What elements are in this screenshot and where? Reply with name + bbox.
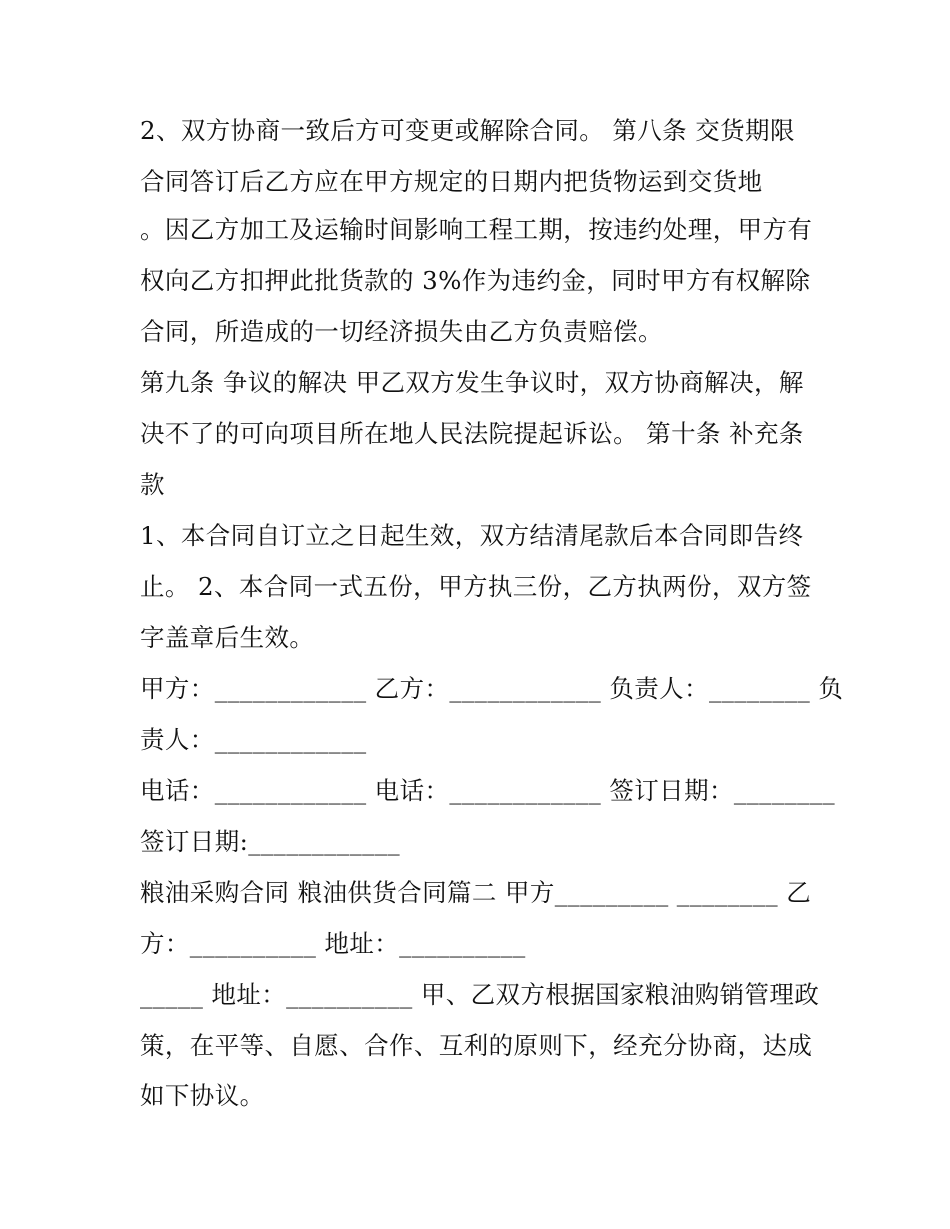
text-line: 2、双方协商一致后方可变更或解除合同。 第八条 交货期限 [140, 116, 795, 145]
signature-fields-line: 电话：____________ 电话：____________ 签订日期：________ [140, 776, 836, 805]
text-line: 方：__________ 地址：__________ [140, 929, 526, 958]
signature-fields-line: 甲方：____________ 乙方：____________ 负责人：________ 负 [140, 674, 844, 703]
text-line: 决不了的可向项目所在地人民法院提起诉讼。 第十条 补充条 [140, 419, 804, 448]
text-line: 策，在平等、自愿、合作、互利的原则下，经充分协商，达成 [140, 1031, 813, 1060]
signature-fields-line: 签订日期:____________ [140, 827, 401, 856]
text-line: _____ 地址：__________ 甲、乙双方根据国家粮油购销管理政 [140, 980, 820, 1009]
text-line: 粮油采购合同 粮油供货合同篇二 甲方_________ ________ 乙 [140, 878, 812, 907]
text-line: 字盖章后生效。 [140, 623, 315, 652]
text-line: 如下协议。 [140, 1081, 265, 1110]
text-line: 权向乙方扣押此批货款的 3%作为违约金，同时甲方有权解除 [140, 266, 811, 295]
text-line: 1、本合同自订立之日起生效，双方结清尾款后本合同即告终 [140, 521, 804, 550]
signature-fields-line: 责人：____________ [140, 725, 367, 754]
text-line: 第九条 争议的解决 甲乙双方发生争议时，双方协商解决，解 [140, 368, 804, 397]
text-line: 止。 2、本合同一式五份，甲方执三份，乙方执两份，双方签 [140, 572, 812, 601]
text-line: 。因乙方加工及运输时间影响工程工期，按违约处理，甲方有 [140, 215, 813, 244]
text-line: 款 [140, 470, 165, 499]
text-line: 合同，所造成的一切经济损失由乙方负责赔偿。 [140, 317, 663, 346]
text-line: 合同答订后乙方应在甲方规定的日期内把货物运到交货地 [140, 167, 763, 196]
